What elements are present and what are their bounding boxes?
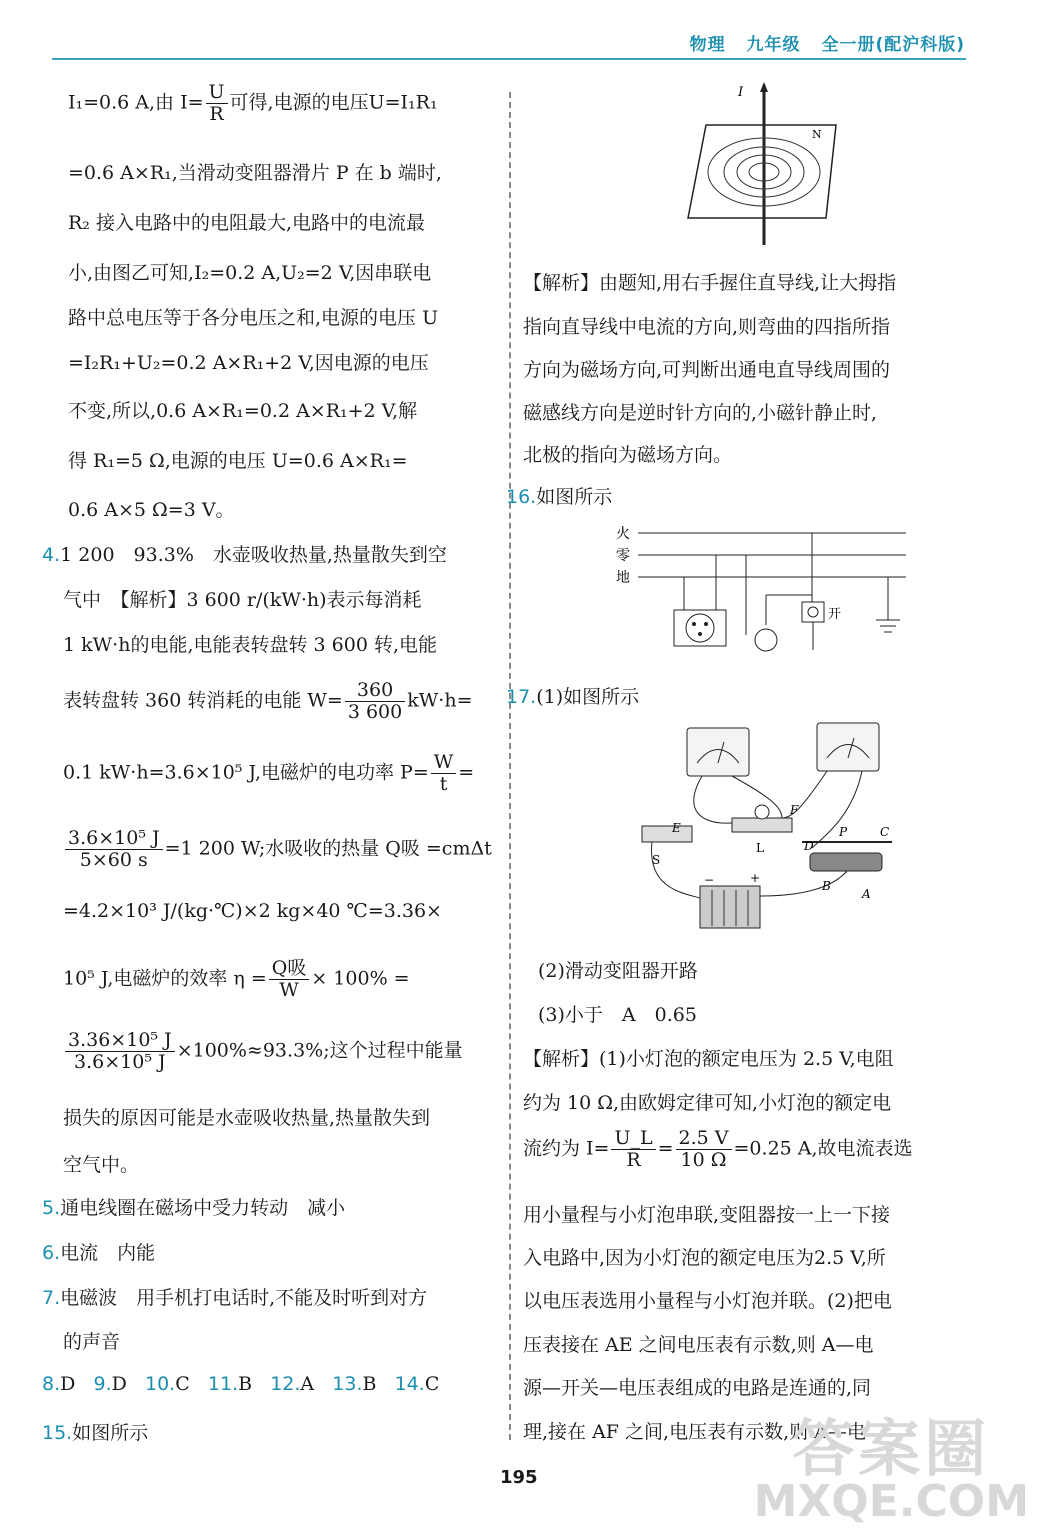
page-number: 195 [500, 1467, 538, 1488]
q17-line: 17.(1)如图所示 [506, 686, 640, 708]
north-label: N [812, 128, 822, 141]
q15-line: 15.如图所示 [42, 1422, 149, 1444]
watermark-line2: MXQE.COM [753, 1476, 1029, 1527]
label-e: E [672, 821, 681, 835]
text-line: 用小量程与小灯泡串联,变阻器按一上一下接 [523, 1204, 891, 1226]
text-line: 0.6 A×5 Ω=3 V。 [68, 499, 235, 521]
watermark [753, 1412, 1029, 1527]
header-volume: 全一册(配沪科版) [821, 35, 965, 55]
label-a: A [862, 887, 871, 901]
switch-label: 开 [828, 607, 842, 622]
label-c: C [880, 825, 890, 839]
text-line: 北极的指向为磁场方向。 [523, 444, 733, 466]
text-line: 1 kW·h的电能,电能表转盘转 3 600 转,电能 [63, 634, 437, 656]
q5-line: 5.通电线圈在磁场中受力转动 减小 [42, 1197, 346, 1219]
text-line: 压表接在 AE 之间电压表有示数,则 A—电 [523, 1334, 874, 1356]
wire-field-figure [686, 80, 856, 250]
household-circuit-figure [616, 520, 916, 665]
neutral-wire-label: 零 [616, 548, 630, 564]
text-line: 以电压表选用小量程与小灯泡并联。(2)把电 [523, 1290, 892, 1312]
text-line: 气中 【解析】3 600 r/(kW·h)表示每消耗 [63, 589, 422, 611]
text-line: 的声音 [63, 1331, 121, 1353]
text-line: 入电路中,因为小灯泡的额定电压为2.5 V,所 [523, 1247, 886, 1269]
header-grade: 九年级 [746, 35, 801, 55]
header-subject: 物理 [689, 35, 726, 55]
label-f: F [790, 803, 799, 817]
column-divider [509, 92, 511, 1440]
text-line: 【解析】(1)小灯泡的额定电压为 2.5 V,电阻 [523, 1048, 894, 1070]
text-line: 空气中。 [63, 1154, 140, 1176]
label-p: P [839, 825, 848, 839]
text-line: 得 R₁=5 Ω,电源的电压 U=0.6 A×R₁= [68, 450, 408, 472]
text-line: $\frac{\text{3.36×10⁵ J}}{\text{3.6×10⁵ J}}$ ×100%≈93.3%;这个过程中能量 [63, 1030, 463, 1073]
text-line: R₂ 接入电路中的电阻最大,电路中的电流最 [68, 212, 426, 234]
text-line: 损失的原因可能是水壶吸收热量,热量散失到 [63, 1107, 431, 1129]
label-l: L [756, 841, 764, 855]
label-d: D [804, 839, 814, 853]
text-line: 约为 10 Ω,由欧姆定律可知,小灯泡的额定电 [523, 1092, 892, 1114]
text-line: 表转盘转 360 转消耗的电能 W= $\frac{360}{3 600}$ kW·h= [63, 679, 473, 723]
text-line: 路中总电压等于各分电压之和,电源的电压 U [68, 307, 439, 329]
q8-14-answers: 8.D 9.D 10.C 11.B 12.A 13.B 14.C [42, 1373, 440, 1395]
current-label: I [738, 85, 744, 100]
watermark-line1: 答案圈 [792, 1412, 991, 1485]
text-line: 流约为 I= $\frac{U\_L}{R}$ = $\frac{2.5 V}{10 \Omega}$ =0.25 A,故电流表选 [523, 1127, 913, 1171]
label-minus: − [704, 873, 715, 887]
text-line: 小,由图乙可知,I₂=0.2 A,U₂=2 V,因串联电 [68, 262, 432, 284]
text-line: =4.2×10³ J/(kg·℃)×2 kg×40 ℃=3.36× [63, 900, 442, 922]
page-header [676, 30, 965, 55]
text-line: 10⁵ J,电磁炉的效率 η = $\frac{\text{Q吸}}{W}$ × 100% = [63, 957, 410, 1001]
live-wire-label: 火 [616, 526, 630, 542]
text-line: 不变,所以,0.6 A×R₁=0.2 A×R₁+2 V,解 [68, 400, 418, 422]
text-line: 方向为磁场方向,可判断出通电直导线周围的 [523, 359, 891, 381]
text-line: 0.1 kW·h=3.6×10⁵ J,电磁炉的电功率 P= $\frac{W}{t}$ = [63, 751, 475, 795]
text-line: I₁=0.6 A,由 I= $\frac{U}{R}$ 可得,电源的电压U=I₁R₁ [68, 81, 438, 125]
text-line: =I₂R₁+U₂=0.2 A×R₁+2 V,因电源的电压 [68, 352, 429, 374]
text-line: (3)小于 A 0.65 [538, 1004, 697, 1026]
experiment-circuit-figure [632, 718, 902, 940]
text-line: $\frac{\text{3.6×10⁵ J}}{5\times 60 s}$ =1 200 W;水吸收的热量 Q吸 =cmΔt [63, 828, 492, 871]
text-line: 【解析】由题知,用右手握住直导线,让大拇指 [523, 272, 897, 294]
q6-line: 6.电流 内能 [42, 1242, 156, 1264]
text-line: 指向直导线中电流的方向,则弯曲的四指所指 [523, 316, 891, 338]
q16-line: 16.如图所示 [506, 486, 613, 508]
q4-line: 4.1 200 93.3% 水壶吸收热量,热量散失到空 [42, 544, 447, 566]
ground-wire-label: 地 [616, 570, 630, 586]
text-line: 磁感线方向是逆时针方向的,小磁针静止时, [523, 402, 878, 424]
label-b: B [822, 879, 831, 893]
text-line: (2)滑动变阻器开路 [538, 960, 698, 982]
text-line: 源—开关—电压表组成的电路是连通的,同 [523, 1377, 872, 1399]
header-rule [52, 58, 966, 60]
label-s: S [652, 853, 661, 867]
label-plus: + [750, 871, 761, 885]
q7-line: 7.电磁波 用手机打电话时,不能及时听到对方 [42, 1287, 428, 1309]
text-line: 理,接在 AF 之间,电压表有示数,则 A—电 [523, 1421, 866, 1443]
text-line: =0.6 A×R₁,当滑动变阻器滑片 P 在 b 端时, [68, 162, 442, 184]
